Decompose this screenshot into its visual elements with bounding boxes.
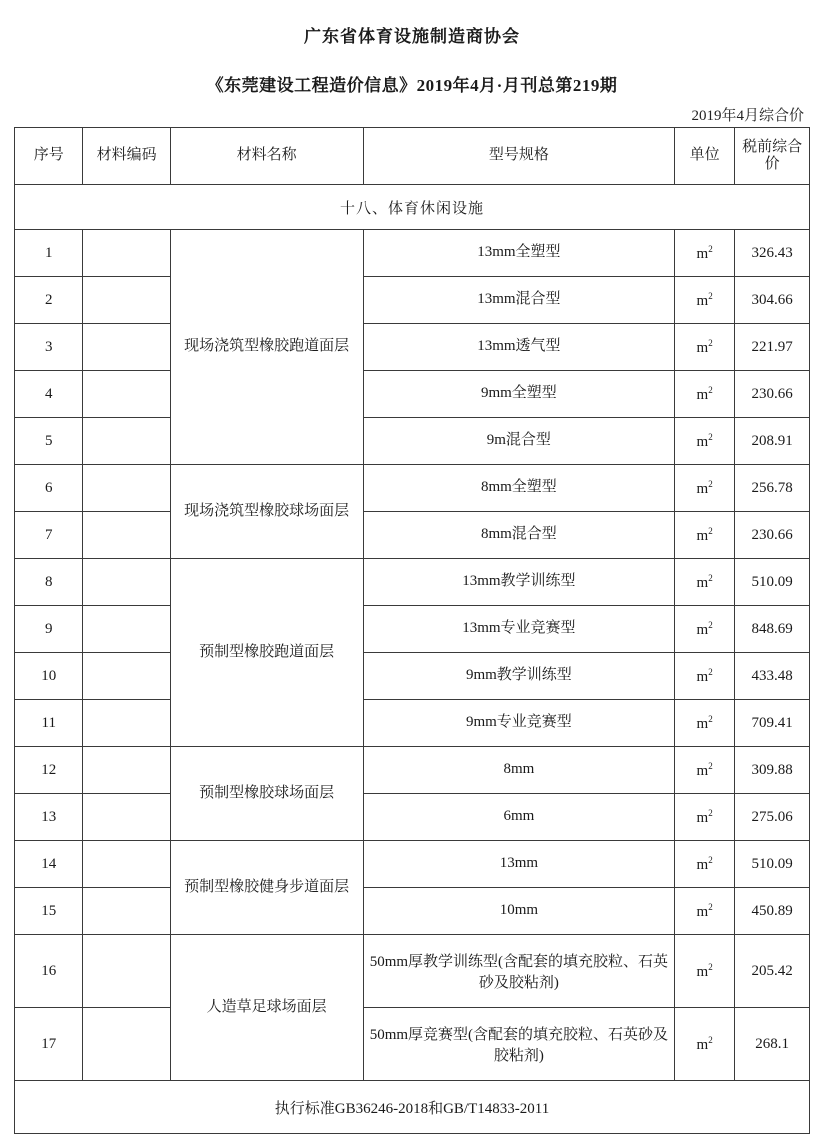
- cell-price: 205.42: [735, 935, 810, 1008]
- cell-price: 450.89: [735, 888, 810, 935]
- column-header-seq: 序号: [15, 128, 83, 185]
- table-row: [15, 371, 810, 418]
- cell-price: 221.97: [735, 324, 810, 371]
- cell-code: [83, 512, 170, 559]
- cell-code: [83, 230, 170, 277]
- cell-seq: 5: [15, 418, 83, 465]
- cell-unit: $m^2$: [675, 653, 735, 700]
- cell-code: [83, 606, 170, 653]
- publication-title: 《东莞建设工程造价信息》2019年4月·月刊总第219期: [206, 76, 618, 95]
- cell-unit: $m^2$: [675, 794, 735, 841]
- footer-note: 执行标准GB36246-2018和GB/T14833-2011: [15, 1081, 810, 1134]
- cell-price: 304.66: [735, 277, 810, 324]
- cell-price: 275.06: [735, 794, 810, 841]
- cell-seq: 17: [15, 1008, 83, 1081]
- cell-spec: 9mm教学训练型: [363, 653, 674, 700]
- cell-spec: 13mm全塑型: [363, 230, 674, 277]
- table-row: [15, 700, 810, 747]
- cell-unit: $m^2$: [675, 935, 735, 1008]
- cell-price: 848.69: [735, 606, 810, 653]
- cell-unit: $m^2$: [675, 700, 735, 747]
- section-title: 十八、体育休闲设施: [15, 185, 810, 230]
- cell-seq: 3: [15, 324, 83, 371]
- table-row: [15, 935, 810, 1008]
- cell-price: 268.1: [735, 1008, 810, 1081]
- cell-unit: $m^2$: [675, 371, 735, 418]
- cell-code: [83, 700, 170, 747]
- cell-price: 230.66: [735, 512, 810, 559]
- cell-name: 预制型橡胶球场面层: [170, 747, 363, 841]
- cell-unit: $m^2$: [675, 606, 735, 653]
- cell-spec: 9m混合型: [363, 418, 674, 465]
- cell-price: 208.91: [735, 418, 810, 465]
- table-row: [15, 559, 810, 606]
- table-row: [15, 1008, 810, 1081]
- cell-spec: 8mm混合型: [363, 512, 674, 559]
- cell-price: 709.41: [735, 700, 810, 747]
- cell-unit: $m^2$: [675, 465, 735, 512]
- cell-seq: 8: [15, 559, 83, 606]
- cell-unit: $m^2$: [675, 512, 735, 559]
- cell-unit: $m^2$: [675, 747, 735, 794]
- cell-seq: 13: [15, 794, 83, 841]
- table-row: [15, 606, 810, 653]
- cell-name: 现场浇筑型橡胶球场面层: [170, 465, 363, 559]
- column-header-price: 税前综合价: [735, 128, 810, 185]
- table-row: [15, 324, 810, 371]
- column-header-code: 材料编码: [83, 128, 170, 185]
- cell-unit: $m^2$: [675, 888, 735, 935]
- cell-seq: 16: [15, 935, 83, 1008]
- cell-code: [83, 1008, 170, 1081]
- section-title-row: [15, 185, 810, 230]
- cell-price: 309.88: [735, 747, 810, 794]
- table-row: [15, 841, 810, 888]
- cell-code: [83, 653, 170, 700]
- cell-price: 510.09: [735, 841, 810, 888]
- cell-spec: 9mm专业竞赛型: [363, 700, 674, 747]
- cell-spec: 13mm混合型: [363, 277, 674, 324]
- cell-price: 230.66: [735, 371, 810, 418]
- table-row: [15, 512, 810, 559]
- table-row: [15, 794, 810, 841]
- table-header: [15, 128, 810, 185]
- cell-name: 人造草足球场面层: [170, 935, 363, 1081]
- cell-unit: $m^2$: [675, 1008, 735, 1081]
- cell-seq: 7: [15, 512, 83, 559]
- cell-price: 326.43: [735, 230, 810, 277]
- cell-seq: 12: [15, 747, 83, 794]
- cell-spec: 10mm: [363, 888, 674, 935]
- cell-seq: 6: [15, 465, 83, 512]
- cell-seq: 2: [15, 277, 83, 324]
- column-header-unit: 单位: [675, 128, 735, 185]
- cell-code: [83, 747, 170, 794]
- cell-spec: 50mm厚教学训练型(含配套的填充胶粒、石英砂及胶粘剂): [363, 935, 674, 1008]
- cell-seq: 9: [15, 606, 83, 653]
- cell-name: 预制型橡胶健身步道面层: [170, 841, 363, 935]
- cell-unit: $m^2$: [675, 277, 735, 324]
- cell-seq: 11: [15, 700, 83, 747]
- cell-spec: 8mm: [363, 747, 674, 794]
- cell-code: [83, 888, 170, 935]
- cell-code: [83, 841, 170, 888]
- cell-code: [83, 324, 170, 371]
- cell-seq: 14: [15, 841, 83, 888]
- table-row: [15, 418, 810, 465]
- cell-spec: 9mm全塑型: [363, 371, 674, 418]
- cell-unit: $m^2$: [675, 230, 735, 277]
- table-row: [15, 747, 810, 794]
- cell-seq: 4: [15, 371, 83, 418]
- column-header-name: 材料名称: [170, 128, 363, 185]
- cell-unit: $m^2$: [675, 418, 735, 465]
- cell-code: [83, 559, 170, 606]
- cell-code: [83, 277, 170, 324]
- table-row: [15, 465, 810, 512]
- cell-unit: $m^2$: [675, 559, 735, 606]
- price-table: [14, 127, 810, 1134]
- cell-spec: 13mm透气型: [363, 324, 674, 371]
- column-header-spec: 型号规格: [363, 128, 674, 185]
- price-period-note: 2019年4月综合价: [691, 108, 804, 124]
- table-row: [15, 888, 810, 935]
- cell-code: [83, 371, 170, 418]
- cell-code: [83, 794, 170, 841]
- cell-seq: 15: [15, 888, 83, 935]
- table-row: [15, 230, 810, 277]
- cell-spec: 13mm专业竞赛型: [363, 606, 674, 653]
- cell-price: 256.78: [735, 465, 810, 512]
- table-body: [15, 185, 810, 1134]
- association-title: 广东省体育设施制造商协会: [304, 27, 520, 46]
- cell-spec: 50mm厚竞赛型(含配套的填充胶粒、石英砂及胶粘剂): [363, 1008, 674, 1081]
- cell-spec: 13mm: [363, 841, 674, 888]
- cell-seq: 10: [15, 653, 83, 700]
- cell-seq: 1: [15, 230, 83, 277]
- cell-code: [83, 465, 170, 512]
- cell-price: 510.09: [735, 559, 810, 606]
- cell-spec: 13mm教学训练型: [363, 559, 674, 606]
- footer-note-row: [15, 1081, 810, 1134]
- table-row: [15, 277, 810, 324]
- cell-price: 433.48: [735, 653, 810, 700]
- cell-unit: $m^2$: [675, 324, 735, 371]
- cell-spec: 6mm: [363, 794, 674, 841]
- cell-code: [83, 418, 170, 465]
- cell-code: [83, 935, 170, 1008]
- cell-spec: 8mm全塑型: [363, 465, 674, 512]
- cell-unit: $m^2$: [675, 841, 735, 888]
- cell-name: 预制型橡胶跑道面层: [170, 559, 363, 747]
- cell-name: 现场浇筑型橡胶跑道面层: [170, 230, 363, 465]
- table-row: [15, 653, 810, 700]
